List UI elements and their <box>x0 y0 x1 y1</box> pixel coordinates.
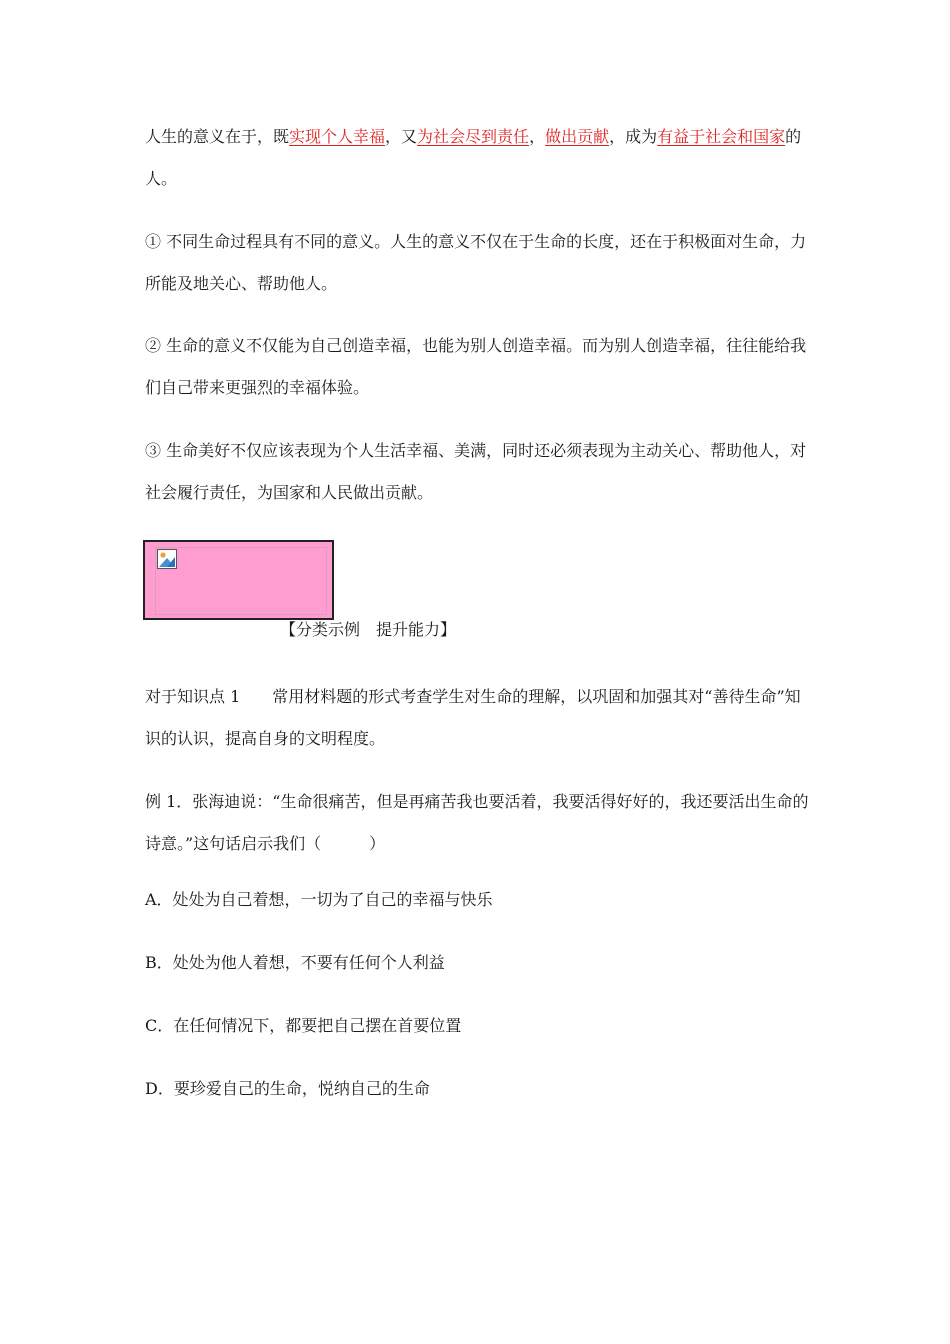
keyword-personal-happiness: 实现个人幸福 <box>289 127 386 146</box>
point-1: ① 不同生命过程具有不同的意义。人生的意义不仅在于生命的长度，还在于积极面对生命，力所能及地关心、帮助他人。 <box>145 232 807 293</box>
keyword-social-responsibility: 为社会尽到责任 <box>417 127 530 146</box>
meaning-text-1: 人生的意义在于，既 <box>145 127 290 146</box>
image-icon <box>157 549 177 569</box>
example-question: 例 1．张海迪说：“生命很痛苦，但是再痛苦我也要活着，我要活得好好的，我还要活出生命的诗意。”这句话启示我们（ ） <box>145 792 809 853</box>
meaning-text-5: 的人。 <box>145 127 802 188</box>
section-title: 【分类示例 提升能力】 <box>280 620 457 639</box>
keyword-beneficial-person: 有益于社会和国家 <box>657 127 786 146</box>
point-2: ② 生命的意义不仅能为自己创造幸福，也能为别人创造幸福。而为别人创造幸福，往往能给我们自己带来更强烈的幸福体验。 <box>145 336 807 397</box>
knowledge-intro: 对于知识点 1 常用材料题的形式考查学生对生命的理解，以巩固和加强其对“善待生命”知识的认识，提高自身的文明程度。 <box>145 687 801 748</box>
option-b: B．处处为他人着想，不要有任何个人利益 <box>145 953 445 972</box>
option-d: D．要珍爱自己的生命，悦纳自己的生命 <box>145 1079 430 1098</box>
meaning-paragraph <box>145 116 815 200</box>
image-placeholder-frame <box>155 547 327 615</box>
option-c: C．在任何情况下，都要把自己摆在首要位置 <box>145 1016 462 1035</box>
meaning-text-3: ， <box>529 127 546 146</box>
option-a: A．处处为自己着想，一切为了自己的幸福与快乐 <box>145 890 493 909</box>
image-placeholder <box>143 540 334 620</box>
meaning-text-2: ，又 <box>385 127 418 146</box>
keyword-contribution: 做出贡献 <box>545 127 610 146</box>
meaning-text-4: ，成为 <box>609 127 658 146</box>
point-3: ③ 生命美好不仅应该表现为个人生活幸福、美满，同时还必须表现为主动关心、帮助他人，对社会履行责任，为国家和人民做出贡献。 <box>145 441 807 502</box>
